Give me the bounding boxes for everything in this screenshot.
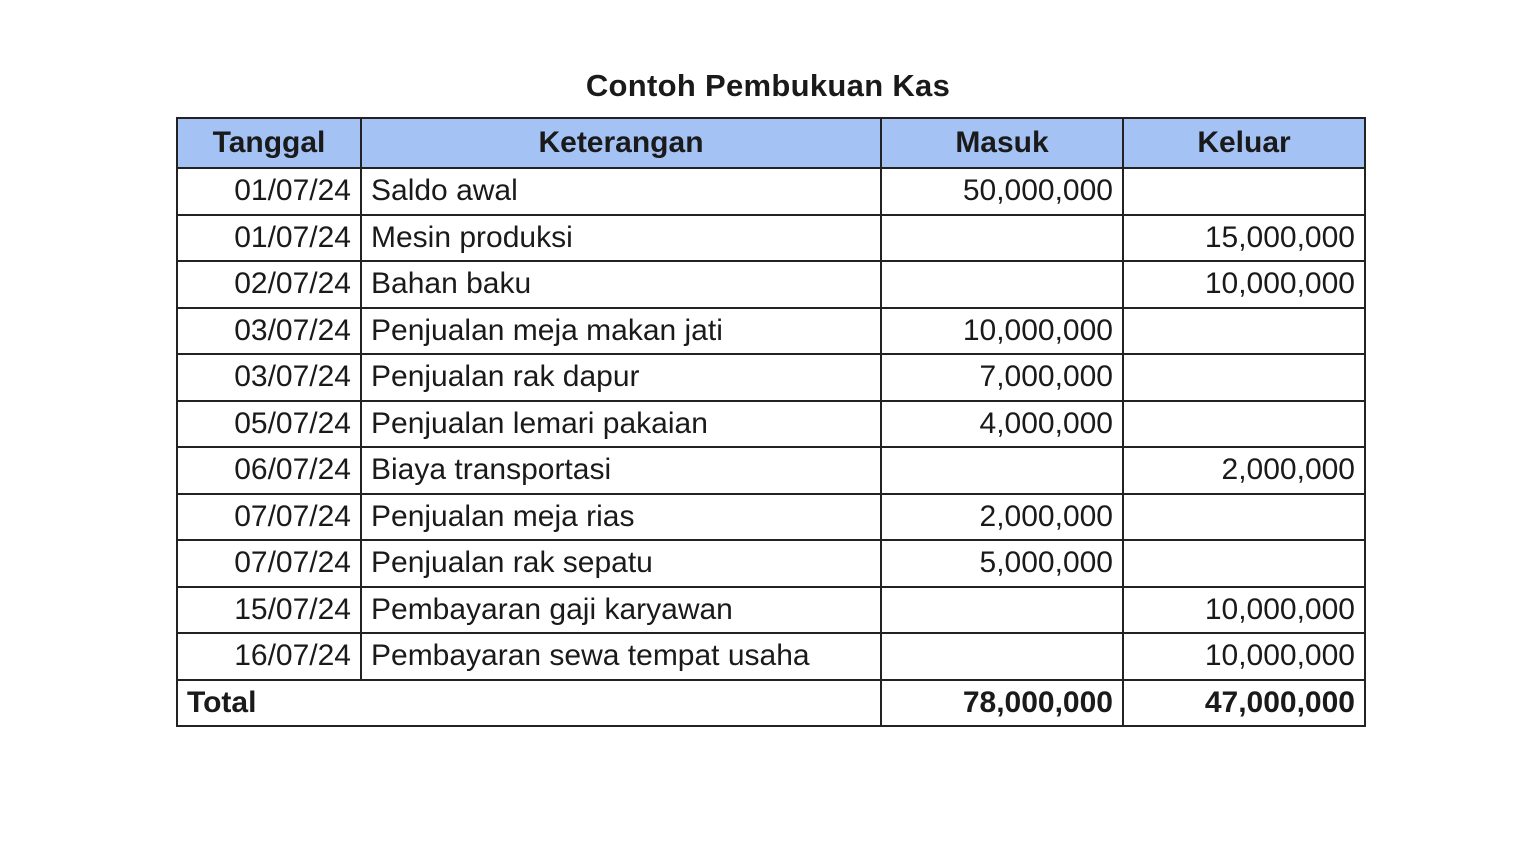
cell-in: 10,000,000 (881, 308, 1123, 355)
page-title: Contoh Pembukuan Kas (585, 68, 951, 103)
cell-desc: Saldo awal (361, 168, 881, 215)
header-masuk: Masuk (881, 118, 1123, 168)
table-row (177, 587, 1365, 634)
cell-in (881, 215, 1123, 262)
cell-in: 2,000,000 (881, 494, 1123, 541)
cell-in (881, 633, 1123, 680)
cell-out: 10,000,000 (1123, 633, 1365, 680)
total-row (177, 680, 1365, 727)
cell-date: 07/07/24 (177, 494, 361, 541)
cell-date: 15/07/24 (177, 587, 361, 634)
cell-desc: Penjualan meja rias (361, 494, 881, 541)
cell-desc: Penjualan rak dapur (361, 354, 881, 401)
table-row (177, 401, 1365, 448)
header-keluar: Keluar (1123, 118, 1365, 168)
cell-out: 2,000,000 (1123, 447, 1365, 494)
cell-out (1123, 168, 1365, 215)
cell-date: 01/07/24 (177, 168, 361, 215)
cell-in: 5,000,000 (881, 540, 1123, 587)
table-row (177, 494, 1365, 541)
cell-in: 7,000,000 (881, 354, 1123, 401)
cell-date: 03/07/24 (177, 308, 361, 355)
cell-desc: Pembayaran gaji karyawan (361, 587, 881, 634)
cell-out: 15,000,000 (1123, 215, 1365, 262)
cell-date: 02/07/24 (177, 261, 361, 308)
cell-date: 05/07/24 (177, 401, 361, 448)
cell-out (1123, 494, 1365, 541)
cell-date: 01/07/24 (177, 215, 361, 262)
cell-desc: Bahan baku (361, 261, 881, 308)
table-row (177, 308, 1365, 355)
table-row (177, 354, 1365, 401)
cell-date: 06/07/24 (177, 447, 361, 494)
cell-in: 4,000,000 (881, 401, 1123, 448)
cell-out (1123, 540, 1365, 587)
cell-desc: Penjualan lemari pakaian (361, 401, 881, 448)
total-in: 78,000,000 (881, 680, 1123, 727)
cell-out: 10,000,000 (1123, 261, 1365, 308)
table-row (177, 633, 1365, 680)
cell-out (1123, 354, 1365, 401)
total-label: Total (177, 680, 881, 727)
total-out: 47,000,000 (1123, 680, 1365, 727)
table-row (177, 540, 1365, 587)
table-row (177, 215, 1365, 262)
header-tanggal: Tanggal (177, 118, 361, 168)
cell-desc: Biaya transportasi (361, 447, 881, 494)
cell-in: 50,000,000 (881, 168, 1123, 215)
cell-out (1123, 401, 1365, 448)
cell-desc: Penjualan meja makan jati (361, 308, 881, 355)
cell-in (881, 587, 1123, 634)
table-row (177, 168, 1365, 215)
cell-date: 07/07/24 (177, 540, 361, 587)
table-row (177, 261, 1365, 308)
cell-date: 03/07/24 (177, 354, 361, 401)
cell-in (881, 261, 1123, 308)
table-row (177, 447, 1365, 494)
cell-desc: Penjualan rak sepatu (361, 540, 881, 587)
cell-in (881, 447, 1123, 494)
header-keterangan: Keterangan (361, 118, 881, 168)
cell-desc: Pembayaran sewa tempat usaha (361, 633, 881, 680)
cell-out: 10,000,000 (1123, 587, 1365, 634)
cell-out (1123, 308, 1365, 355)
header-row (177, 118, 1365, 168)
cash-ledger-table (176, 117, 1366, 727)
cell-date: 16/07/24 (177, 633, 361, 680)
cell-desc: Mesin produksi (361, 215, 881, 262)
